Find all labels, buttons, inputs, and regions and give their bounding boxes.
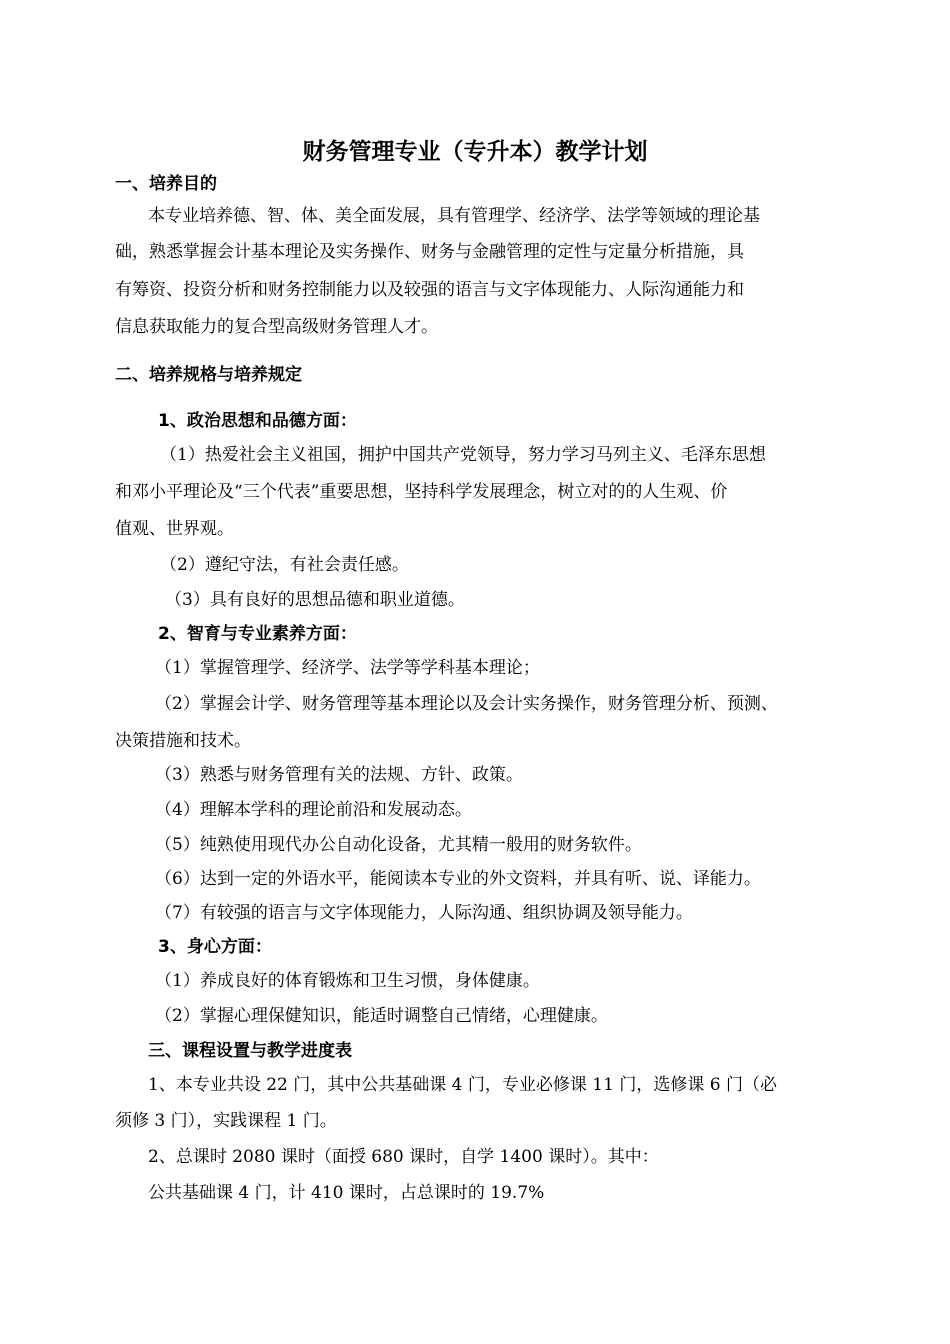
section1-heading: 一、培养目的	[115, 174, 217, 194]
sub1-item2: （2）遵纪守法，有社会责任感。	[160, 555, 409, 575]
sub1-item3: （3）具有良好的思想品德和职业道德。	[165, 590, 465, 610]
sub2-heading: 2、智育与专业素养方面：	[158, 624, 357, 644]
sub1-item1-line-1: （1）热爱社会主义祖国，拥护中国共产党领导，努力学习马列主义、毛泽东思想	[160, 445, 766, 465]
sub2-item4: （4）理解本学科的理论前沿和发展动态。	[155, 800, 472, 820]
sub2-item6: （6）达到一定的外语水平，能阅读本专业的外文资料，并具有听、说、译能力。	[155, 869, 761, 889]
sub3-heading: 3、身心方面：	[158, 937, 272, 957]
sub2-item7: （7）有较强的语言与文字体现能力，人际沟通、组织协调及领导能力。	[155, 903, 693, 923]
sub1-item1-line-2: 和邓小平理论及“三个代表”重要思想，坚持科学发展理念，树立对的的人生观、价	[115, 482, 728, 502]
page-title: 财务管理专业（专升本）教学计划	[302, 139, 648, 165]
section1-line-1: 本专业培养德、智、体、美全面发展，具有管理学、经济学、法学等领域的理论基	[148, 206, 760, 226]
sub3-item2: （2）掌握心理保健知识，能适时调整自己情绪，心理健康。	[155, 1006, 608, 1026]
section3-heading: 三、课程设置与教学进度表	[148, 1041, 352, 1061]
section1-line-3: 有筹资、投资分析和财务控制能力以及较强的语言与文字体现能力、人际沟通能力和	[115, 280, 744, 300]
section2-heading: 二、培养规格与培养规定	[115, 365, 302, 385]
section3-p1-line-2: 须修 3 门），实践课程 1 门。	[115, 1111, 337, 1131]
sub1-heading: 1、政治思想和品德方面：	[158, 411, 357, 431]
section3-p3: 公共基础课 4 门，计 410 课时，占总课时的 19.7%	[148, 1183, 545, 1203]
sub2-item3: （3）熟悉与财务管理有关的法规、方针、政策。	[155, 765, 523, 785]
sub2-item2-line-2: 决策措施和技术。	[115, 731, 251, 751]
section3-p1-line-1: 1、本专业共设 22 门，其中公共基础课 4 门，专业必修课 11 门，选修课 6 门（必	[148, 1075, 777, 1095]
sub1-item1-line-3: 值观、世界观。	[115, 519, 234, 539]
section1-line-4: 信息获取能力的复合型高级财务管理人才。	[115, 317, 438, 337]
section3-p2: 2、总课时 2080 课时（面授 680 课时，自学 1400 课时）。其中：	[148, 1147, 659, 1167]
sub2-item1: （1）掌握管理学、经济学、法学等学科基本理论；	[155, 658, 540, 678]
section1-line-2: 础，熟悉掌握会计基本理论及实务操作、财务与金融管理的定性与定量分析措施，具	[115, 242, 744, 262]
sub3-item1: （1）养成良好的体育锻炼和卫生习惯，身体健康。	[155, 971, 540, 991]
sub2-item2-line-1: （2）掌握会计学、财务管理等基本理论以及会计实务操作，财务管理分析、预测、	[155, 694, 778, 714]
sub2-item5: （5）纯熟使用现代办公自动化设备，尤其精一般用的财务软件。	[155, 835, 642, 855]
